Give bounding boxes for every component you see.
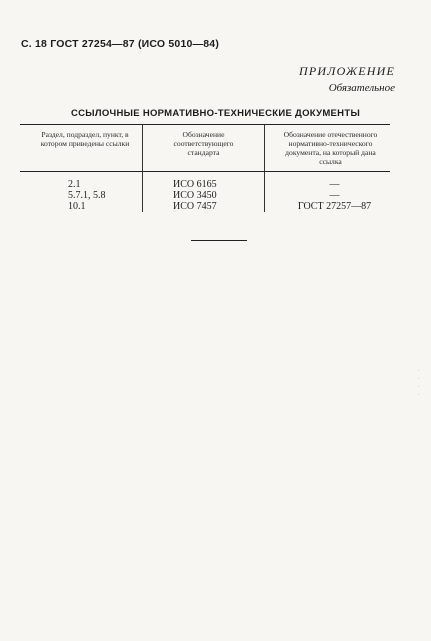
table-cell: 2.1: [68, 179, 81, 190]
column-section-values: [20, 172, 142, 212]
margin-marks: · · · ·: [418, 369, 420, 398]
table-body: [20, 172, 390, 212]
table-cell: —: [329, 190, 340, 201]
column-standard-values: [142, 172, 265, 212]
column-header-national-doc: Обозначение отечественного нормативно-технического документа, на который дана ссылка: [283, 130, 378, 166]
closing-rule: [191, 240, 247, 241]
table-cell: 10.1: [68, 201, 86, 212]
table-cell: ИСО 3450: [173, 190, 217, 201]
table-cell: ИСО 7457: [173, 201, 217, 212]
table-cell: —: [329, 179, 340, 190]
column-header-standard: Обозначение соответствующего стандарта: [142, 125, 265, 171]
document-title: ССЫЛОЧНЫЕ НОРМАТИВНО-ТЕХНИЧЕСКИЕ ДОКУМЕНТЫ: [70, 108, 361, 119]
table-cell: ИСО 6165: [173, 179, 217, 190]
reference-table: [20, 124, 390, 212]
table-cell: ГОСТ 27257—87: [297, 201, 372, 212]
page-header: С. 18 ГОСТ 27254—87 (ИСО 5010—84): [21, 38, 220, 50]
appendix-title: ПРИЛОЖЕНИЕ: [299, 64, 395, 78]
column-national-doc-values: [265, 172, 390, 212]
column-header-section: Раздел, подраздел, пункт, в котором приведены ссылки: [40, 130, 130, 148]
appendix-subtitle: Обязательное: [328, 82, 395, 94]
table-cell: 5.7.1, 5.8: [68, 190, 106, 201]
table-header: [20, 125, 390, 172]
